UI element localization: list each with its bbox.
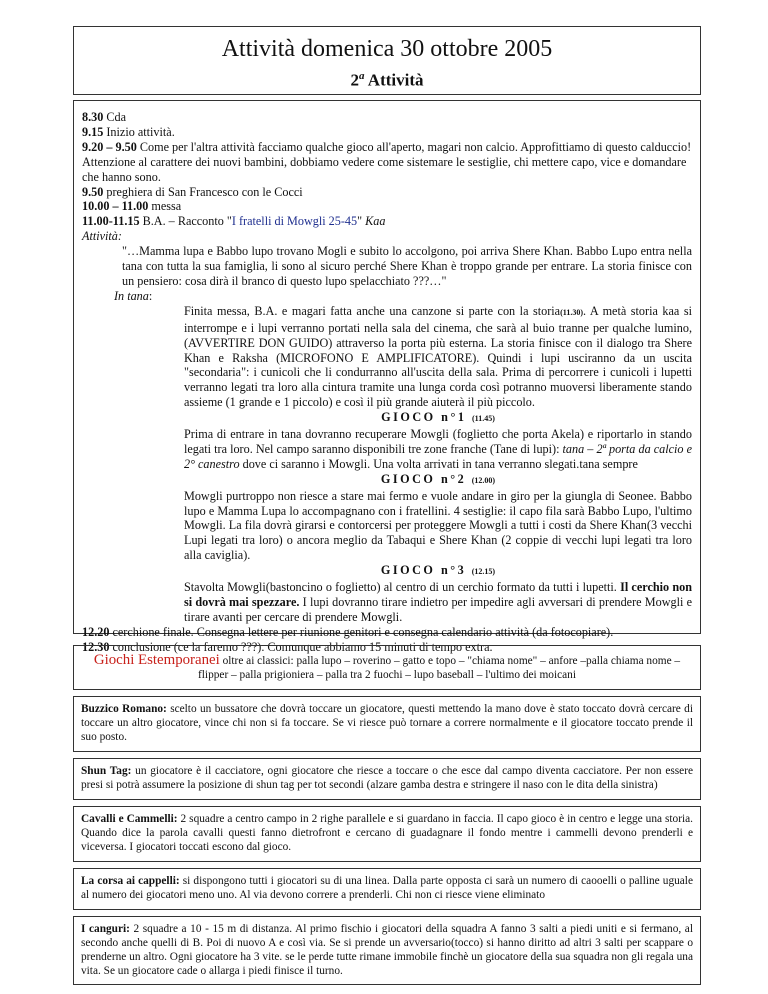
schedule-time: 12.20 [82, 624, 110, 639]
schedule-time: 11.00-11.15 [82, 214, 140, 229]
schedule-line [82, 185, 692, 200]
gioco-time: (12.00) [471, 475, 496, 485]
schedule-time: 9.20 – 9.50 [82, 139, 137, 154]
paragraph-text: Prima di entrare in tana dovranno recuperare Mowgli (foglietto che porta Akela) e riportarlo in stando legati tra loro. Nel campo saranno disponibili tre zone franche (Tane di lupi): [184, 427, 692, 456]
schedule-text: preghiera di San Francesco con le Cocci [103, 184, 303, 199]
game-name: Cavalli e Cammelli: [81, 813, 178, 825]
gioco-heading [82, 563, 692, 580]
schedule-text: " [357, 214, 366, 229]
paragraph-italic: tana – 2ª porta da calcio e 2° canestro [184, 441, 692, 471]
game-name: Buzzico Romano: [81, 703, 167, 715]
game-name: I canguri: [81, 923, 130, 935]
paragraph-bold: Il cerchio non si dovrà mai spezzare. [184, 580, 692, 609]
game-card [73, 696, 701, 752]
game-name: La corsa ai cappelli: [81, 875, 180, 887]
page-subtitle [74, 66, 700, 91]
subtitle-text: Attività [364, 70, 424, 90]
giochi-intro-text: oltre ai classici: palla lupo – roverino – gatto e topo – "chiama nome" – anfore –palla chiama nome – flipper – palla prigioniera – palla tra 2 fuochi – lupo baseball – l'ultimo dei moicani [198, 655, 681, 681]
story-narrator: Kaa [365, 214, 386, 229]
game-card [73, 806, 701, 862]
paragraph-text: Finita messa, B.A. e magari fatta anche una canzone si parte con la storia [184, 303, 561, 318]
gioco-heading [82, 472, 692, 489]
paragraph-text: . A metà storia kaa si interrompe e i lupi verranno portati nella sala del cinema, che sarà al buio tranne per qualche lumino, (AVVERTIRE DON GUIDO) attraverso la porta più esterna. La storia finisce con il dialogo tra Shere Khan e Raksha (MICROFONO E AMPLIFICATORE). Quindi i lupi usciranno da un uscita "secondaria": i cunicoli che li condurranno all'uscita della sala. Prima di percorrere i cunicoli i lupetti verranno legati tra loro alla cintura tramite una lunga corda così potranno muoversi liberamente stando assieme (1 grande e 1 piccolo) e così il più grande aiuterà il più piccolo. [184, 303, 693, 410]
schedule-text: messa [148, 199, 182, 214]
game-description: 2 squadre a 10 - 15 m di distanza. Al primo fischio i giocatori della squadra A fanno 3 salti a piedi uniti e si fermano, al secondo anche quelli di B. Poi di nuovo A e così via. Se si prende un avversario(tocco) si hanno diritto ad altri 3 salti per scappare o prenderne un altro. Ogni giocatore ha 3 vite. se le perde tutte rimane immobile finchè un giocatore della sua squadra non gli regala una vita. Se un giocatore cade o allarga i piedi finisce il turno. [81, 923, 693, 977]
paragraph-text: I lupi dovranno tirare indietro per impedire agli avversari di prendere Mowgli e tirare avanti per cercare di prendere Mowgli. [184, 595, 693, 624]
in-tana-text: In tana [114, 288, 149, 303]
giochi-title: Giochi Estemporanei [93, 652, 220, 668]
gioco-paragraph: Mowgli purtroppo non riesce a stare mai fermo e vuole andare in giro per la giungla di Seonee. Babbo lupo e Mamma Lupa lo accompagnano con i fratellini. 4 sestiglie: il capo fila sarà Babbo Lupo, l'ultimo Mowgli. La fila dovrà girarsi e contorcersi per proteggere Mowgli a tutti i costi da Shere Khan(3 vecchi Lupi legati tra loro) o ancora meglio da Tabaqui e Shere Khan (2 coppie di vecchi lupi legati tra loro alla caviglia). [184, 488, 692, 563]
paragraph-text: dove ci saranno i Mowgli. Una volta arrivati in tana verranno slegati.tana sempre [239, 456, 638, 471]
schedule-line [82, 625, 692, 640]
gioco-paragraph [82, 580, 692, 625]
game-name: Shun Tag: [81, 765, 132, 777]
gioco-title: GIOCO n°3 [380, 563, 467, 578]
schedule-time: 9.50 [82, 184, 104, 199]
game-description: si dispongono tutti i giocatori su di una linea. Dalla parte opposta ci sarà un numero di caooelli o palline uguale al numero dei giocatori meno uno. Al via devono correre a prenderli. Chi non ci riesce viene eliminato [81, 875, 693, 901]
in-tana-label [82, 289, 692, 304]
schedule-text: Cda [103, 110, 127, 124]
paragraph-time: (11.30) [560, 307, 583, 317]
story-link[interactable]: I fratelli di Mowgli 25-45 [231, 214, 358, 229]
paragraph-text: Stavolta Mowgli(bastoncino o foglietto) al centro di un cerchio formato da tutti i lupetti. [184, 580, 621, 595]
tana-paragraph [82, 304, 692, 410]
page-title: Attività domenica 30 ottobre 2005 [221, 36, 553, 62]
schedule-text: Come per l'altra attività facciamo qualche gioco all'aperto, magari non calcio. Approfittiamo di questo calduccio! Attenzione al carattere dei nuovi bambini, dobbiamo vedere come sistemare le sestiglie, chi mettere capo, vice e domandare che hanno sono. [82, 139, 692, 184]
giochi-intro-box [73, 645, 701, 690]
schedule-text: B.A. – Racconto " [139, 214, 232, 229]
gioco-time: (12.15) [471, 567, 496, 577]
gioco-title: GIOCO n°2 [380, 471, 467, 486]
schedule-line [82, 125, 692, 140]
schedule-text: Inizio attività. [103, 124, 175, 139]
game-description: un giocatore è il cacciatore, ogni giocatore che riesce a toccare o che esce dal campo diventa cacciatore. Per non essere presi si potrà assumere la posizione di shun tag per tot secondi (alzare gamba destra e stringere il naso con le dita della sinistra) [81, 765, 693, 791]
schedule-line [82, 140, 692, 185]
schedule-box [73, 100, 701, 654]
attivita-label: Attività: [82, 229, 122, 244]
in-tana-colon: : [148, 288, 153, 303]
story-quote: "…Mamma lupa e Babbo lupo trovano Mogli e subito lo accolgono, poi arriva Shere Khan. Babbo Lupo entra nella tana con tutta la sua famiglia, li sono al sicuro perché Shere Khan è troppo grande per entrare. La storia finisce con un pensiero: cosa dirà il branco di questo lupo spelacchiato ???…" [122, 244, 692, 288]
schedule-line [82, 199, 692, 214]
schedule-time: 10.00 – 11.00 [82, 199, 149, 214]
gioco-heading [82, 410, 692, 427]
subtitle-number: 2 [350, 70, 359, 90]
game-card [73, 758, 701, 800]
game-card [73, 868, 701, 910]
schedule-time: 8.30 [82, 110, 104, 124]
game-description: 2 squadre a centro campo in 2 righe parallele e si guardano in faccia. Il capo gioco è in centro e legge una storia. Quando dice la parola cavalli questi fanno dietrofront e cercano di guadagnare il fondo mentre i cammelli devono prenderli e viceversa. I giocatori toccati escono dal gioco. [81, 813, 693, 853]
subtitle-ordinal: a [358, 70, 365, 82]
schedule-line [82, 110, 692, 125]
schedule-text: conclusione (ce la faremo ???). Comunque abbiamo 15 minuti di tempo extra. [109, 639, 493, 654]
gioco-time: (11.45) [471, 414, 495, 424]
gioco-title: GIOCO n°1 [381, 410, 467, 425]
schedule-time: 12.30 [82, 639, 110, 654]
schedule-line [82, 214, 692, 229]
game-card [73, 916, 701, 985]
schedule-text: cerchione finale. Consegna lettere per riunione genitori e consegna calendario attività (da fotocopiare). [109, 624, 614, 639]
schedule-time: 9.15 [82, 124, 104, 139]
title-box [73, 26, 701, 95]
game-description: scelto un bussatore che dovrà toccare un giocatore, questi mettendo la mano dove è stato toccato dovrà cercare di toccare un altro giocatore, vince chi non si fa toccare. Se vi riesce può tornare a correre normalmente e il giocatore toccato prende il suo posto. [81, 703, 693, 743]
gioco-paragraph [82, 427, 692, 472]
